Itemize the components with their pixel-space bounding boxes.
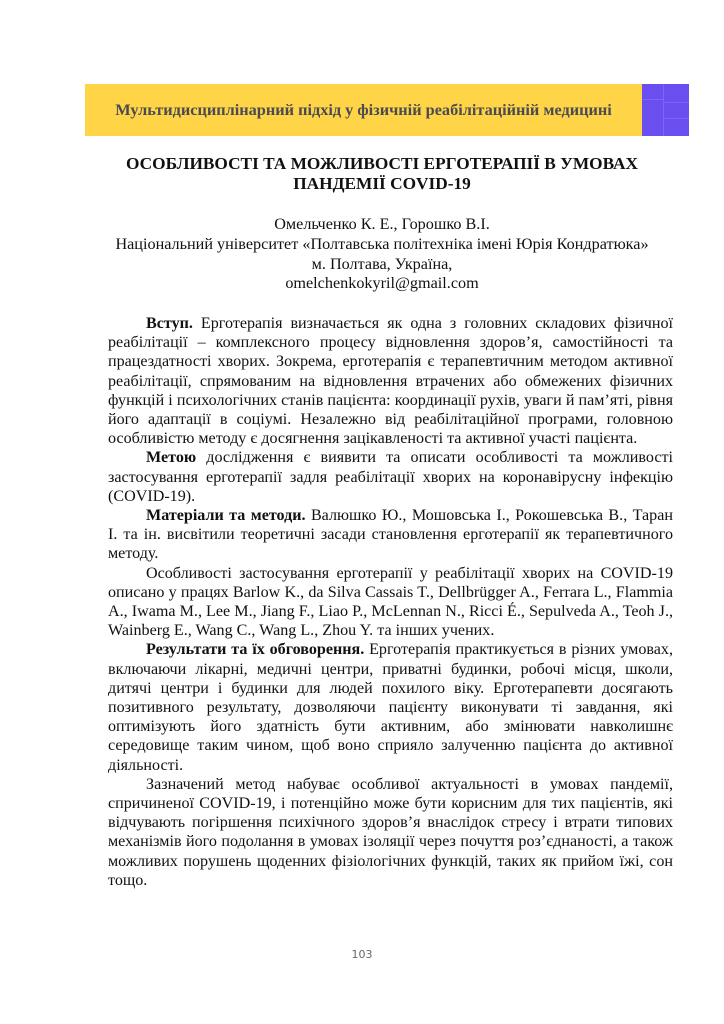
section-heading: Результати та їх обговорення. (146, 641, 365, 659)
accent-grid-line (663, 102, 689, 103)
journal-section-banner (85, 84, 642, 136)
author-email[interactable]: omelchenkokyril@gmail.com (285, 274, 479, 293)
accent-grid-line (663, 118, 689, 119)
section-results (108, 640, 673, 774)
accent-grid-line (642, 99, 663, 100)
section-text: Особливості застосування ерготерапії у реабілітації хворих на COVID-19 описано у працях Barlow K., da Silva Cassais T., Dellbrügger A., Ferrara L., Flammia A., Iwama M., Lee M., Jiang F., Liao P., McLennan N., Ricci É., Sepulveda A., Teoh J., Wainberg E., Wang C., Wang L., Zhou Y. та інших учених. (108, 564, 673, 640)
section-text: дослідження є виявити та описати особливості та можливості застосування ерготерапії задля реабілітації хворих на коронавірусну інфекцію (COVID-19). (108, 449, 673, 505)
section-text: Ерготерапія визначається як одна з головних складових фізичної реабілітації – комплексного процесу відновлення здоров’я, самостійності та працездатності хворих. Зокрема, ерготерапія є терапевтичним методом активної реабілітації, спрямованим на відновлення втрачених або обмежених фізичних функцій і психологічних станів пацієнта: координації рухів, уваги й пам’яті, рівня його адаптації в соціумі. Незалежно від реабілітаційної програми, головною особливістю методу є досягнення зацікавленості та активної участі пацієнта. (108, 315, 673, 448)
section-text: Ерготерапія практикується в різних умовах, включаючи лікарні, медичні центри, приватні будинки, робочі місця, школи, дитячі центри і будинки для людей похилого віку. Ерготерапевти досягають позитивного результату, дозволяючи пацієнту виконувати ті завдання, які оптимізують його здатність бути активним, або змінювати навколишнє середовище таким чином, щоб воно сприяло залученню пацієнта до активної діяльності. (108, 641, 673, 774)
section-introduction (108, 314, 673, 448)
section-literature (108, 564, 673, 641)
section-materials-methods (108, 506, 673, 564)
section-pandemic-relevance (108, 775, 673, 890)
article-title-line: ОСОБЛИВОСТІ ТА МОЖЛИВОСТІ ЕРГОТЕРАПІЇ В УМОВАХ (126, 154, 638, 173)
section-heading: Метою (146, 449, 197, 467)
section-heading: Матеріали та методи. (146, 507, 306, 525)
article-title-line: ПАНДЕМІЇ COVID-19 (293, 174, 471, 193)
affiliation: Національний університет «Полтавська політехніка імені Юрія Кондратюка» (115, 234, 649, 253)
accent-grid-line (663, 84, 664, 136)
article-body (108, 314, 673, 890)
banner-accent-block (642, 84, 689, 136)
banner-title: Мультидисциплінарний підхід у фізичній реабілітаційній медицині (115, 100, 612, 119)
page-number: 103 (351, 948, 373, 961)
city: м. Полтава, Україна, (311, 254, 453, 273)
section-text: Валюшко Ю., Мошовська І., Рокошевська В., Таран І. та ін. висвітили теоретичні засади становлення ерготерапії як терапевтичного методу. (108, 507, 673, 563)
section-aim (108, 448, 673, 506)
section-text: Зазначений метод набуває особливої актуальності в умовах пандемії, спричиненої COVID-19, і потенційно може бути корисним для тих пацієнтів, які відчувають погіршення психічного здоров’я внаслідок стресу і втрати типових механізмів його подолання в умовах ізоляції через почуття роз’єднаності, а також можливих порушень щоденних фізіологічних функцій, таких як прийом їжі, сон тощо. (108, 775, 673, 889)
article-title (90, 154, 674, 194)
section-heading: Вступ. (146, 315, 193, 332)
article-byline (90, 215, 674, 294)
authors: Омельченко К. Е., Горошко В.І. (274, 215, 490, 233)
